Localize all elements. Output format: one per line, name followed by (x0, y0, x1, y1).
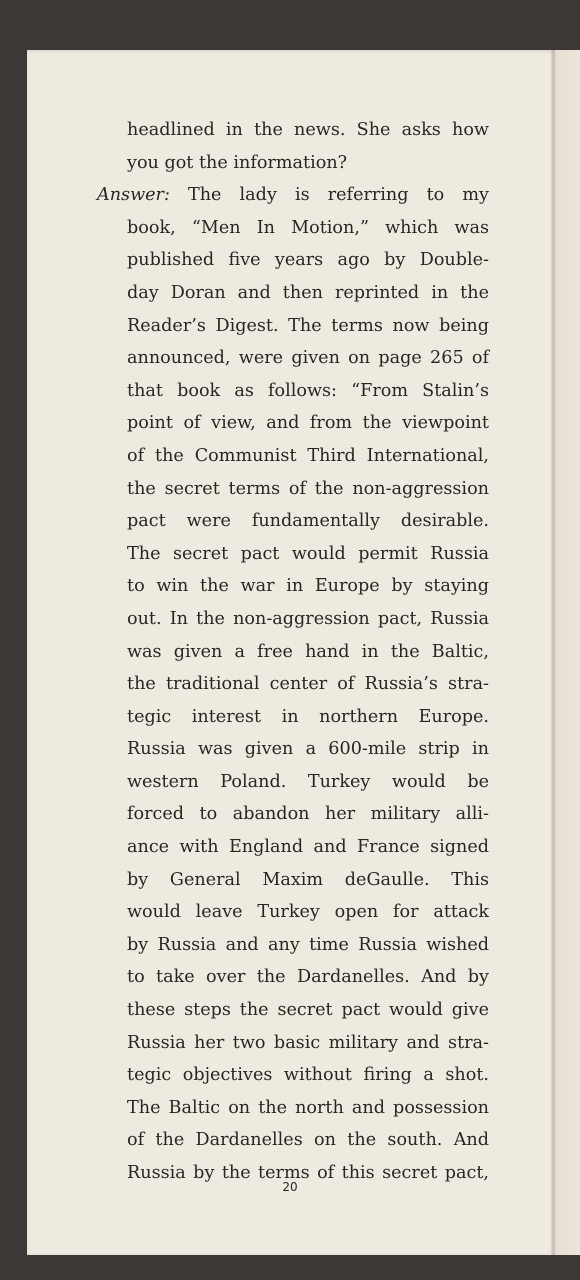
text-line: The Baltic on the north and possession (127, 1097, 489, 1118)
text-line: of the Communist Third International, (127, 445, 489, 466)
text-line: these steps the secret pact would give (127, 1000, 489, 1021)
text-line: announced, were given on page 265 of (127, 348, 489, 369)
answer-label: Answer: (97, 185, 170, 206)
text-line: of the Dardanelles on the south. And (127, 1130, 489, 1151)
text-line: day Doran and then reprinted in the (127, 282, 489, 303)
text-line: ance with England and France signed (127, 837, 489, 858)
adjacent-page-edge (554, 50, 580, 1255)
text-line: the secret terms of the non-aggression (127, 478, 489, 499)
text-line: book, “Men In Motion,” which was (127, 217, 489, 238)
text-line: by General Maxim deGaulle. This (127, 869, 489, 890)
text-line: Russia her two basic military and stra- (127, 1032, 489, 1053)
text-line: the traditional center of Russia’s stra- (127, 674, 489, 695)
text-line: western Poland. Turkey would be (127, 771, 489, 792)
text-line: tegic interest in northern Europe. (127, 706, 489, 727)
text-line: headlined in the news. She asks how (127, 120, 489, 140)
text-line: out. In the non-aggression pact, Russia (127, 608, 489, 629)
text-line: point of view, and from the viewpoint (127, 413, 489, 434)
text-line: tegic objectives without firing a shot. (127, 1065, 489, 1086)
body-text (97, 114, 489, 1190)
text-line: was given a free hand in the Baltic, (127, 641, 489, 662)
page-number: 20 (282, 1180, 298, 1194)
text-line: The secret pact would permit Russia (127, 543, 489, 564)
text-line: Reader’s Digest. The terms now being (127, 315, 489, 336)
answer-line (97, 179, 489, 212)
text-line: that book as follows: “From Stalin’s (127, 380, 489, 401)
text-line: Russia by the terms of this secret pact, (127, 1163, 489, 1183)
text-line: you got the information? (127, 152, 348, 173)
text-line: published five years ago by Double- (127, 250, 489, 271)
text-line: pact were fundamentally desirable. (127, 511, 489, 532)
text-line: Russia was given a 600-mile strip in (127, 739, 489, 760)
text-line: to take over the Dardanelles. And by (127, 967, 489, 988)
text-line: to win the war in Europe by staying (127, 576, 489, 597)
text-line: would leave Turkey open for attack (127, 902, 489, 923)
text-line: forced to abandon her military alli- (127, 804, 489, 825)
text-line: by Russia and any time Russia wished (127, 934, 489, 955)
text-line: The lady is referring to my (187, 185, 489, 206)
